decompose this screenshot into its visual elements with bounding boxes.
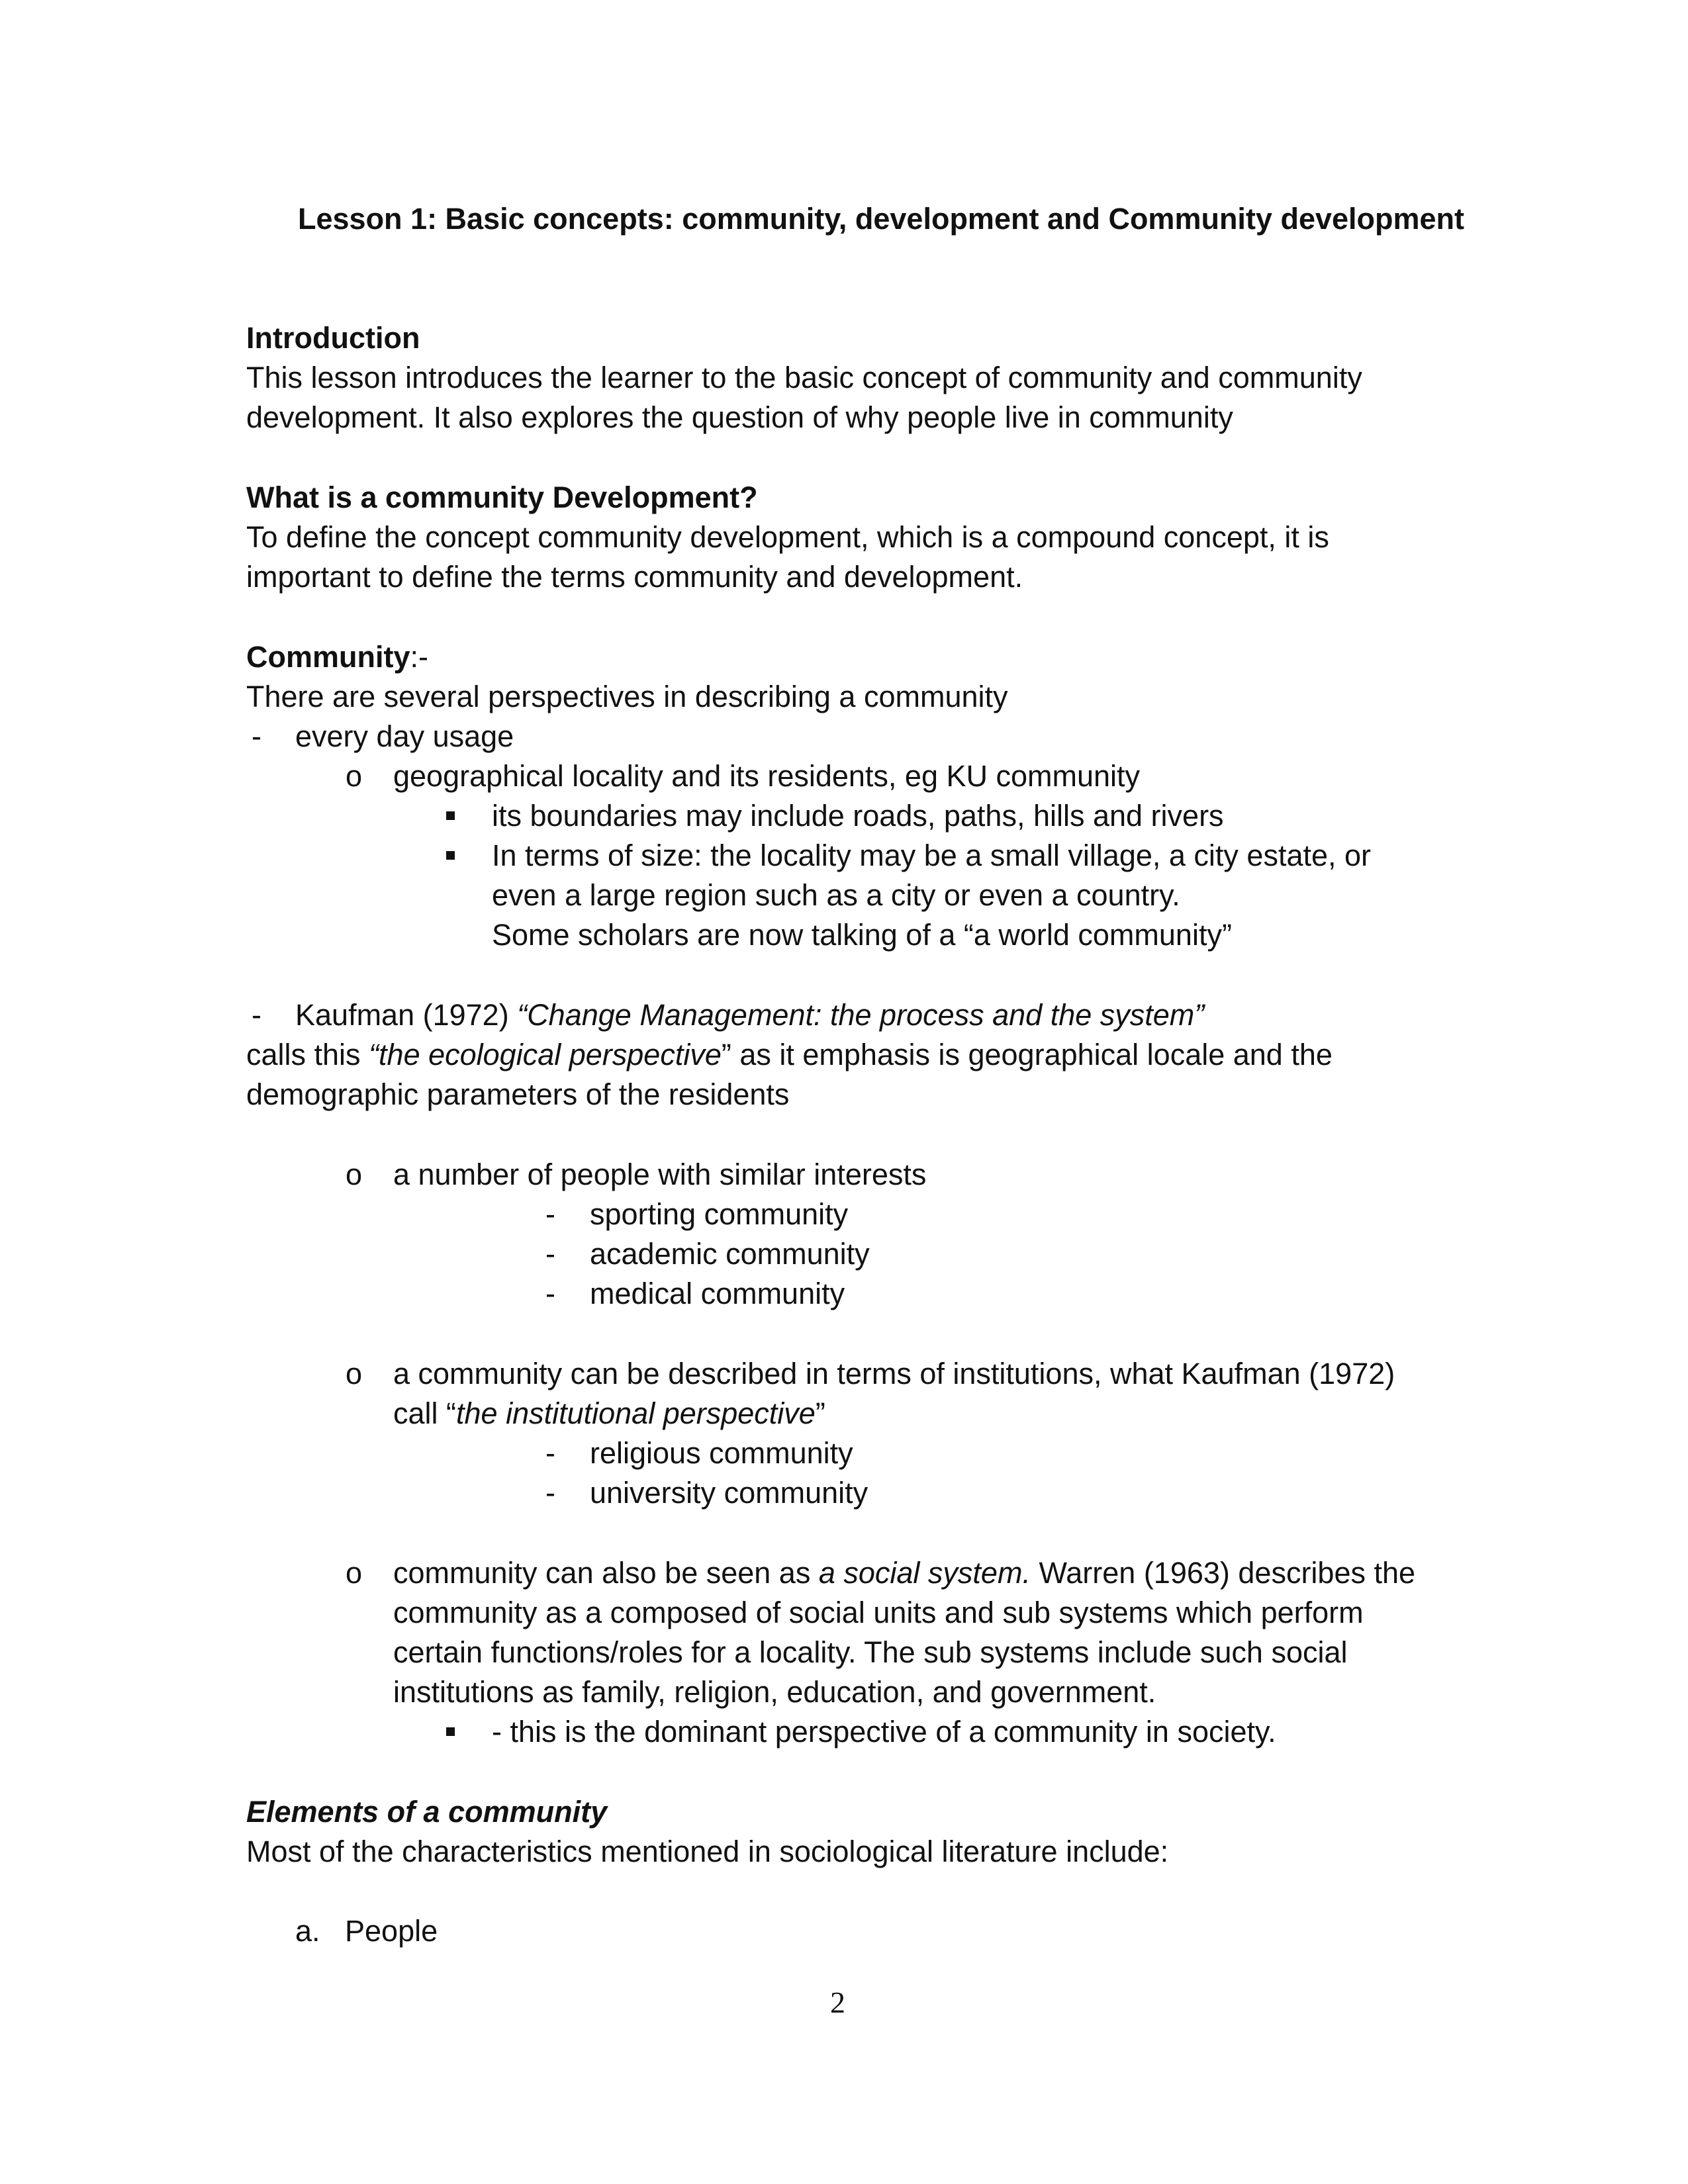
institutions-line-1: a community can be described in terms of institutions, what Kaufman (1972): [393, 1357, 1395, 1390]
university-community: university community: [590, 1476, 868, 1510]
inst-call: call “: [393, 1396, 457, 1430]
sporting-community: sporting community: [590, 1197, 849, 1231]
what-is-heading: What is a community Development?: [246, 480, 758, 514]
every-day-usage: every day usage: [295, 719, 514, 753]
item-a-people: People: [345, 1914, 438, 1948]
size-line-2: even a large region such as a city or even a country.: [492, 878, 1180, 912]
dash-bullet: -: [545, 1197, 555, 1231]
elements-line-1: Most of the characteristics mentioned in sociological literature include:: [246, 1835, 1169, 1868]
circle-bullet: o: [346, 1556, 363, 1590]
social-line-3: certain functions/roles for a locality. The sub systems include such social: [393, 1635, 1348, 1669]
ecological-perspective: “the ecological perspective: [369, 1038, 722, 1071]
lesson-title: Lesson 1: Basic concepts: community, development and Community development: [298, 202, 1465, 236]
social-c: Warren (1963) describes the: [1030, 1556, 1416, 1590]
dash-bullet: -: [252, 998, 261, 1032]
community-heading-line: [246, 642, 428, 672]
dash-bullet: -: [545, 1237, 555, 1271]
what-is-line-1: To define the concept community development, which is a compound concept, it is: [246, 520, 1329, 554]
medical-community: medical community: [590, 1277, 845, 1310]
kaufman-book-title: “Change Management: the process and the system”: [517, 998, 1205, 1032]
institutional-perspective: the institutional perspective: [456, 1396, 816, 1430]
size-line-3: Some scholars are now talking of a “a world community”: [492, 918, 1232, 952]
demographic-line: demographic parameters of the residents: [246, 1077, 790, 1111]
community-heading: Community: [246, 640, 410, 674]
square-bullet: [446, 851, 455, 860]
religious-community: religious community: [590, 1436, 853, 1470]
size-line-1: In terms of size: the locality may be a small village, a city estate, or: [492, 839, 1372, 872]
square-bullet: [446, 1727, 455, 1736]
geo-locality: geographical locality and its residents, eg KU community: [393, 759, 1141, 793]
social-a: community can also be seen as: [393, 1556, 819, 1590]
social-line-1: [393, 1558, 1415, 1588]
kaufman-cite: Kaufman (1972): [295, 998, 518, 1032]
community-line-1: There are several perspectives in describing a community: [246, 680, 1008, 713]
academic-community: academic community: [590, 1237, 870, 1271]
calls-this-line: [246, 1040, 1333, 1069]
elements-heading: Elements of a community: [246, 1795, 608, 1829]
boundaries: its boundaries may include roads, paths, hills and rivers: [492, 799, 1224, 833]
circle-bullet: o: [346, 1357, 363, 1390]
similar-interests: a number of people with similar interests: [393, 1158, 927, 1191]
intro-heading: Introduction: [246, 321, 420, 355]
dash-bullet: -: [252, 719, 261, 753]
social-system: a social system.: [818, 1556, 1031, 1590]
dominant-perspective: - this is the dominant perspective of a community in society.: [492, 1715, 1276, 1749]
dash-bullet: -: [545, 1476, 555, 1510]
kaufman-line: [295, 1000, 1204, 1030]
dash-bullet: -: [545, 1277, 555, 1310]
social-line-4: institutions as family, religion, education, and government.: [393, 1675, 1156, 1709]
community-heading-suffix: :-: [410, 640, 428, 674]
dash-bullet: -: [545, 1436, 555, 1470]
what-is-line-2: important to define the terms community and development.: [246, 560, 1023, 594]
item-a-marker: a.: [295, 1914, 320, 1948]
calls-this-a: calls this: [246, 1038, 369, 1071]
intro-line-1: This lesson introduces the learner to the basic concept of community and community: [246, 361, 1362, 394]
inst-close-quote: ”: [815, 1396, 825, 1430]
calls-this-c: ” as it emphasis is geographical locale and the: [721, 1038, 1333, 1071]
page-number: 2: [830, 1985, 845, 2019]
square-bullet: [446, 811, 455, 820]
social-line-2: community as a composed of social units and sub systems which perform: [393, 1596, 1364, 1629]
circle-bullet: o: [346, 1158, 363, 1191]
institutions-line-2: [393, 1398, 825, 1428]
circle-bullet: o: [346, 759, 363, 793]
intro-line-2: development. It also explores the question of why people live in community: [246, 400, 1233, 434]
